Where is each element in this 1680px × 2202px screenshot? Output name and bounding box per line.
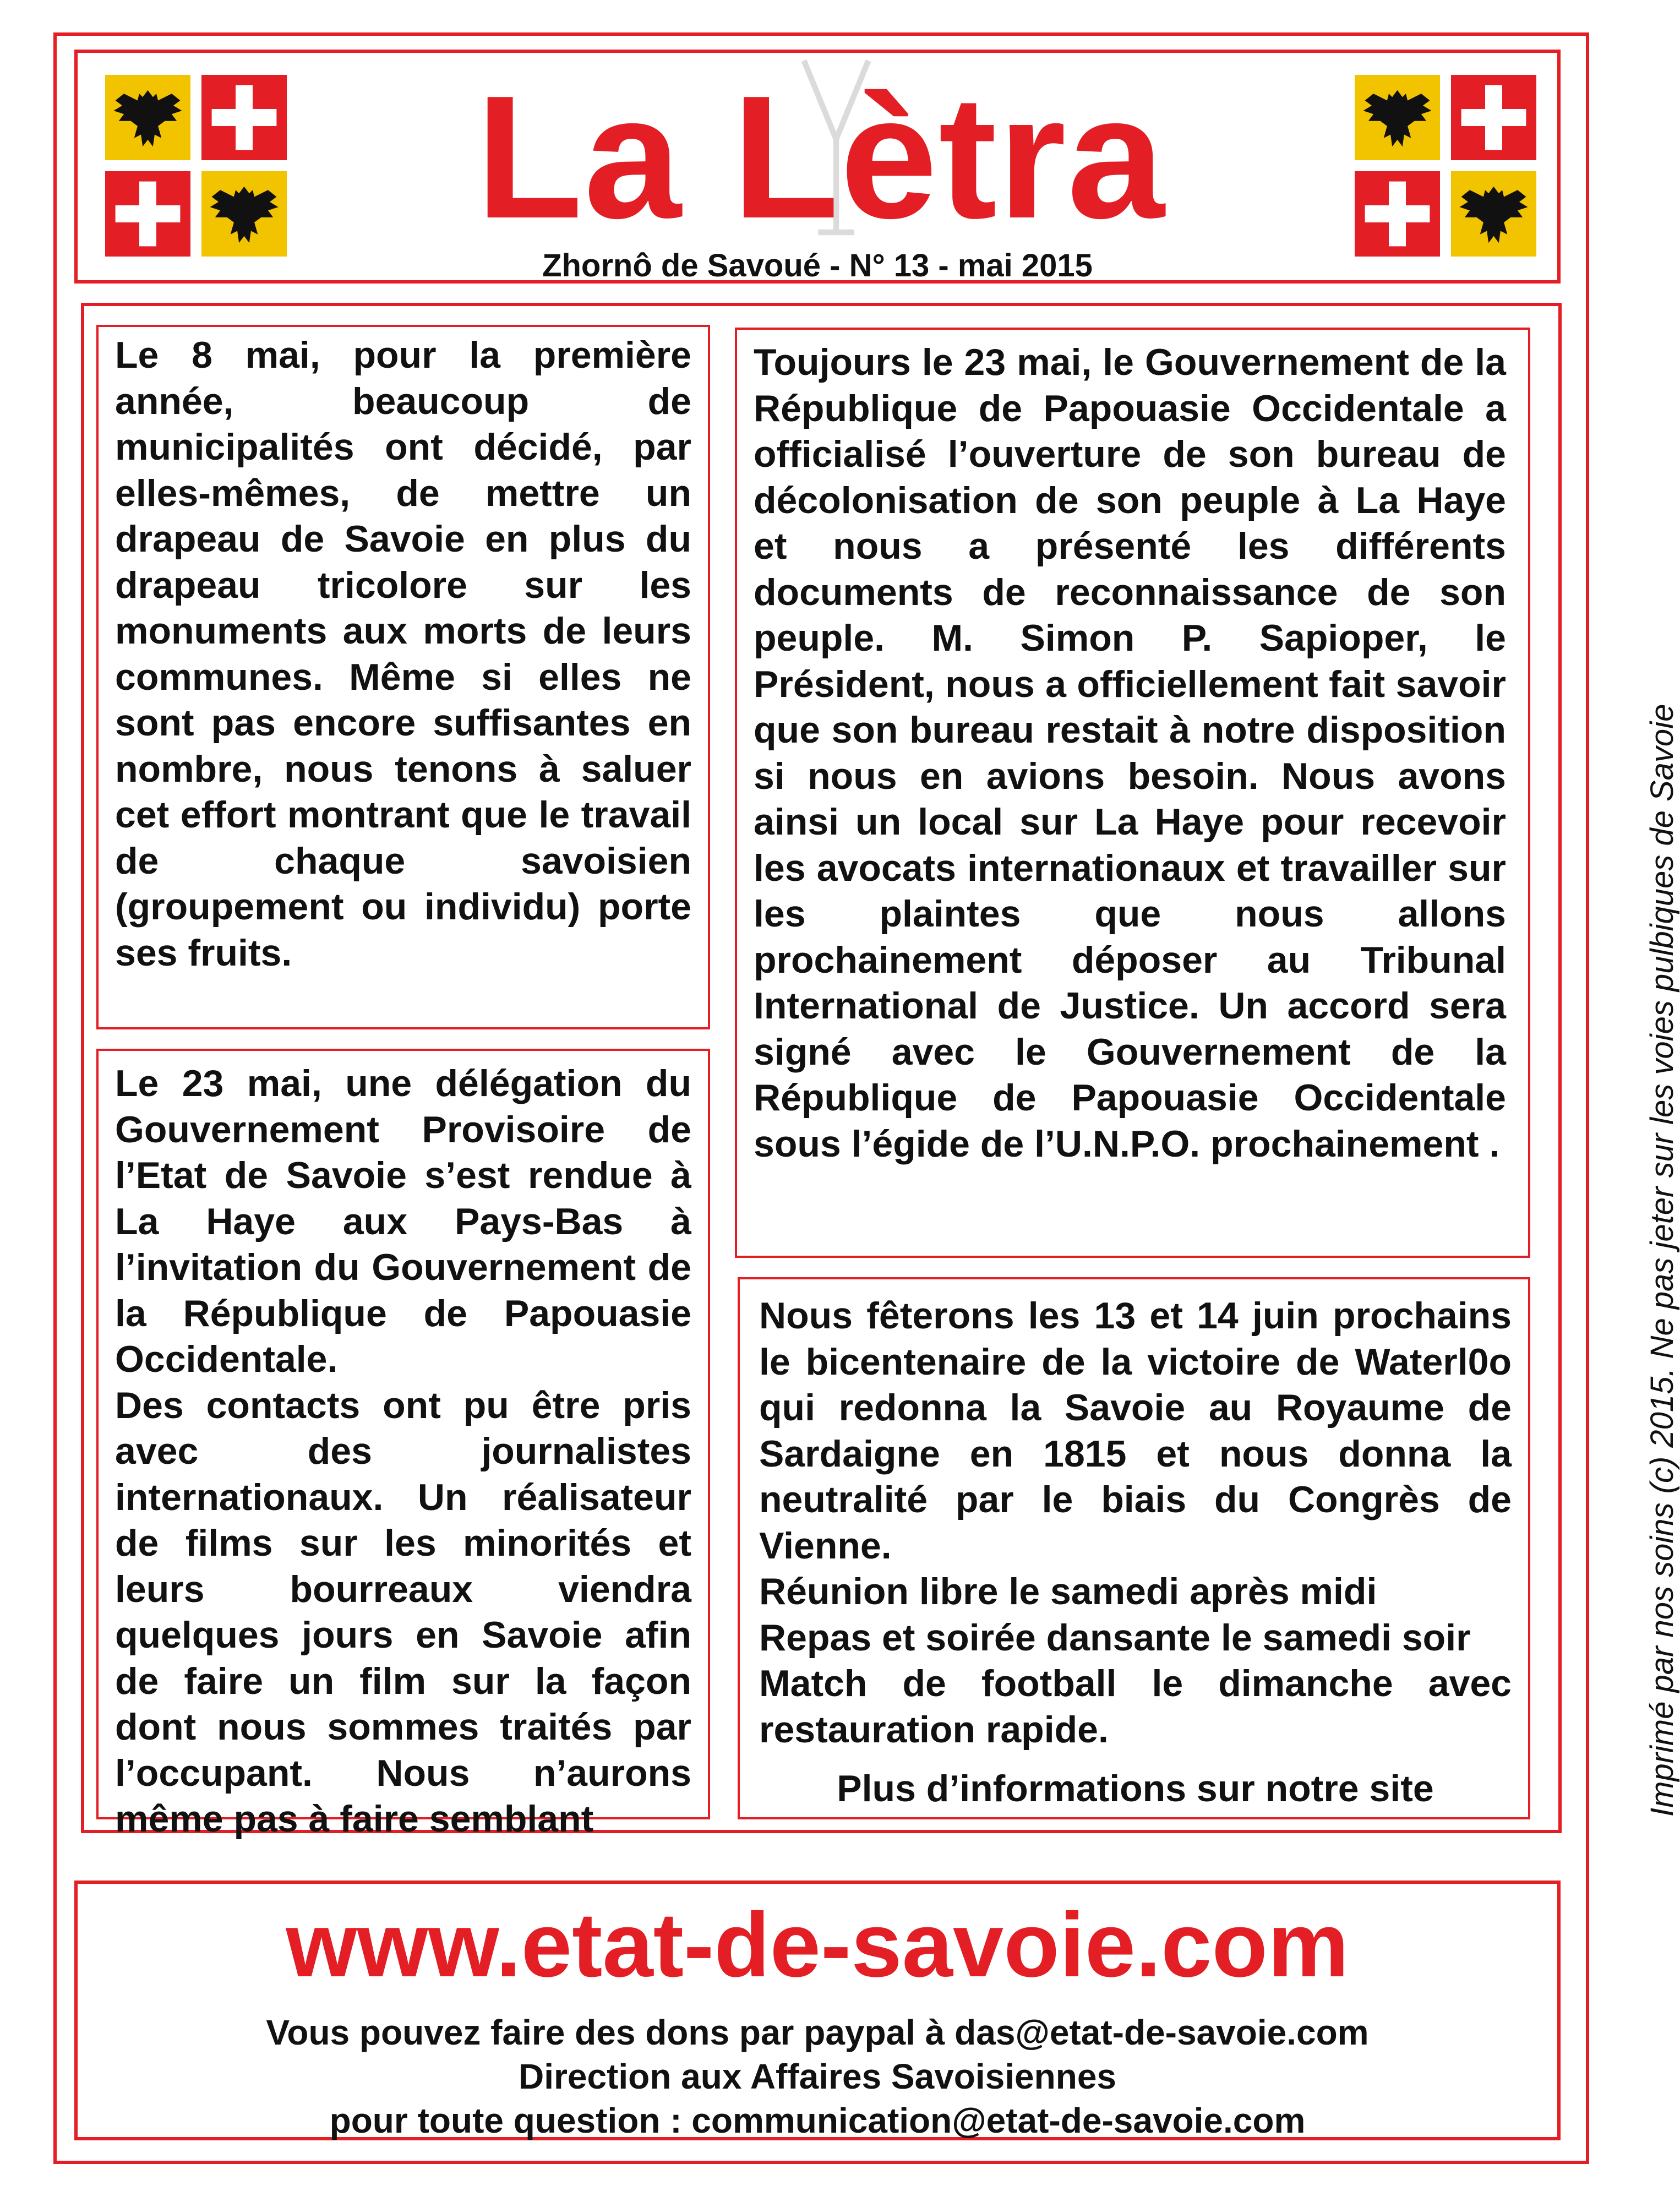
black-eagle-icon [1451, 171, 1536, 257]
article-delegation [96, 1049, 710, 1840]
event-item: Repas et soirée dansante le samedi soir [759, 1616, 1471, 1659]
savoy-flag-left-icon [105, 75, 287, 257]
article-municipalities [96, 325, 710, 1029]
printing-notice: Imprimé par nos soins (c) 2015. Ne pas jeter sur les voies pulbiques de Savoie [1644, 704, 1680, 1817]
newspaper-title: La Lètra [476, 59, 1166, 255]
event-item: Match de football le dimanche avec restauration rapide. [759, 1663, 1512, 1751]
direction-line: Direction aux Affaires Savoisiennes [518, 2057, 1117, 2096]
contact-line: pour toute question : communication@etat-de-savoie.com [329, 2101, 1306, 2140]
event-item: Réunion libre le samedi après midi [759, 1571, 1377, 1612]
black-eagle-icon [1355, 75, 1440, 160]
white-cross-icon [201, 75, 287, 160]
article-waterloo-event [738, 1277, 1530, 1819]
title-area [408, 53, 1234, 255]
article-paragraph: Des contacts ont pu être pris avec des journalistes internationaux. Un réalisateur de films sur les minorités et leurs bourreaux viendra quelques jours en Savoie afin de faire un film sur la façon dont nous sommes traités par l’occupant. Nous n’aurons même pas à faire semblant [115, 1384, 691, 1840]
white-cross-icon [1451, 75, 1536, 160]
article-paragraph: Le 23 mai, une délégation du Gouvernement Provisoire de l’Etat de Savoie s’est rendue à La Haye aux Pays-Bas à l’invitation du Gouvernement de la République de Papouasie Occidentale. [115, 1062, 691, 1380]
white-cross-icon [105, 171, 190, 257]
footer [74, 1881, 1561, 2140]
issue-subtitle: Zhornô de Savoué - N° 13 - mai 2015 [542, 248, 1093, 284]
savoy-flag-right-icon [1355, 75, 1536, 257]
article-paragraph: Nous fêterons les 13 et 14 juin prochains le bicentenaire de la victoire de Waterl0o qui redonna la Savoie au Royaume de Sardaigne en 1815 et nous donna la neutralité par le biais du Congrès de Vienne. [759, 1295, 1512, 1567]
black-eagle-icon [201, 171, 287, 257]
article-papua-office [735, 328, 1530, 1258]
article-paragraph: Toujours le 23 mai, le Gouvernement de la République de Papouasie Occidentale a officialisé l’ouverture de son bureau de décolonisation de son peuple à La Haye et nous a présenté les différents documents de reconnaissance de son peuple. M. Simon P. Sapioper, le Président, nous a officiellement fait savoir que son bureau restait à notre disposition si nous en avions besoin. Nous avons ainsi un local sur La Haye pour recevoir les avocats internationaux et travailler sur les plaintes que nous allons prochainement déposer au Tribunal International de Justice. Un accord sera signé avec le Gouvernement de la République de Papouasie Occidentale sous l’égide de l’U.N.P.O. prochainement . [754, 341, 1506, 1165]
more-info-note: Plus d’informations sur notre site [837, 1768, 1434, 1809]
article-paragraph: Le 8 mai, pour la première année, beaucoup de municipalités ont décidé, par elles-mêmes, de mettre un drapeau de Savoie en plus du drapeau tricolore sur les monuments aux morts de leurs communes. Même si elles ne sont pas encore suffisantes en nombre, nous tenons à saluer cet effort montrant que le travail de chaque savoisien (groupement ou individu) porte ses fruits. [115, 334, 691, 974]
masthead [74, 50, 1561, 284]
black-eagle-icon [105, 75, 190, 160]
white-cross-icon [1355, 171, 1440, 257]
donation-line: Vous pouvez faire des dons par paypal à das@etat-de-savoie.com [266, 2013, 1369, 2052]
website-link[interactable]: www.etat-de-savoie.com [286, 1894, 1349, 1996]
